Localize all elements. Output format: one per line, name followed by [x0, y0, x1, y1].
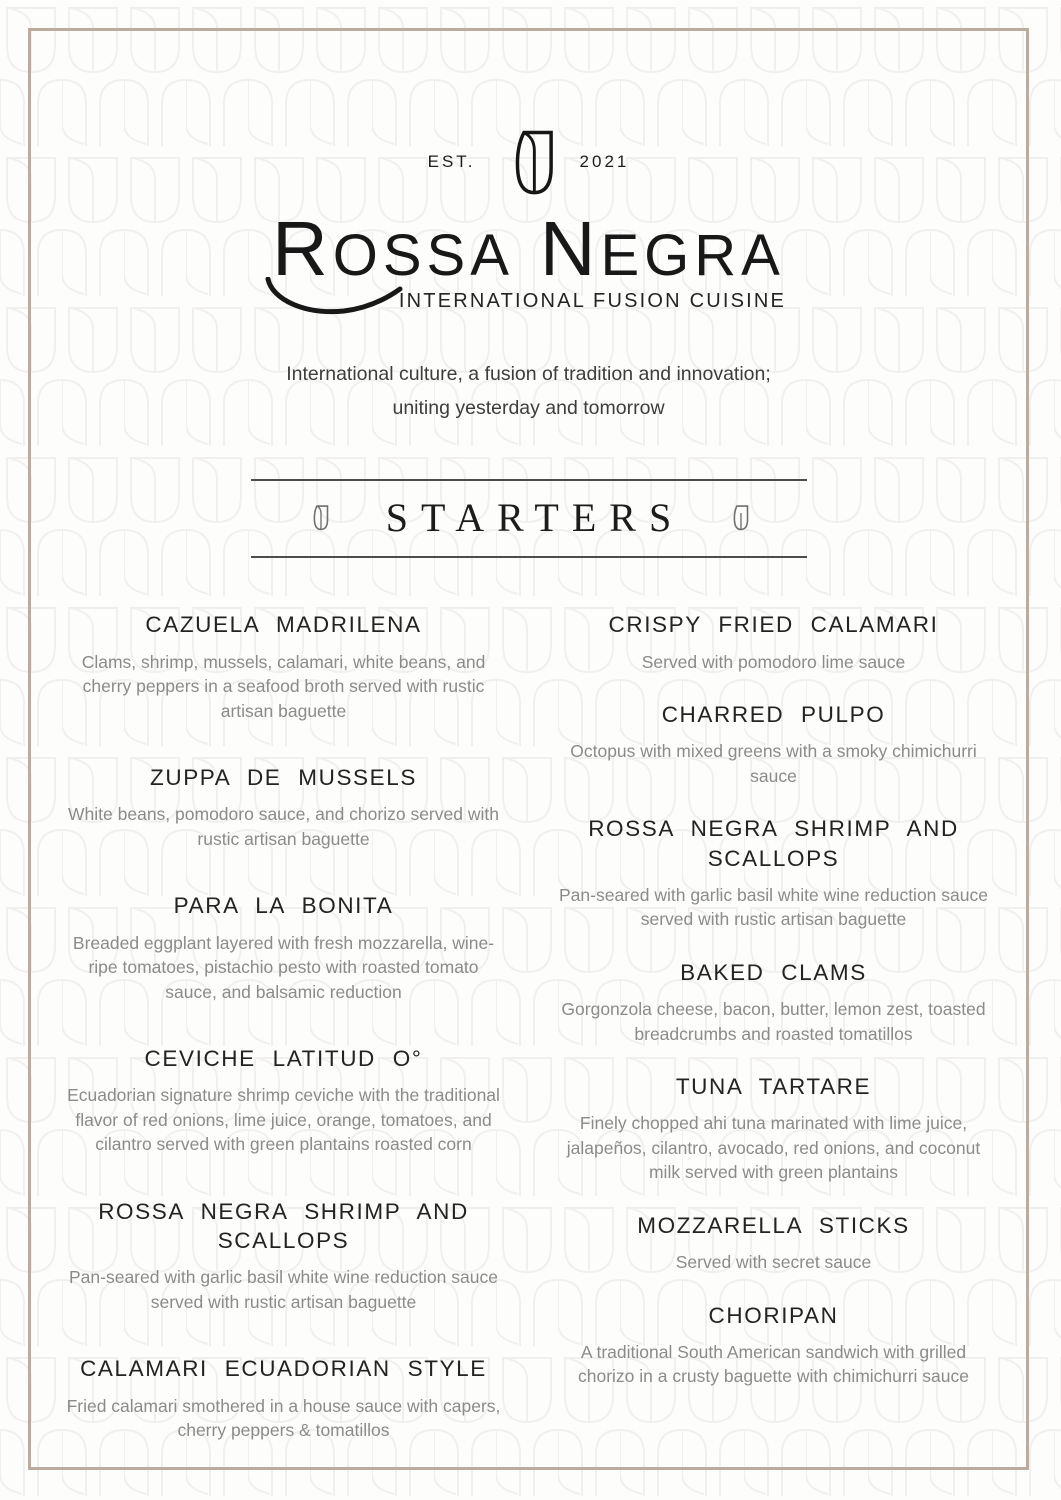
dish-description: Clams, shrimp, mussels, calamari, white beans, and cherry peppers in a seafood broth served with rustic artisan baguette: [81, 651, 486, 721]
menu-content: [31, 31, 1026, 1467]
menu-column-left: [62, 610, 506, 1482]
tulip-logo-icon: [502, 127, 554, 197]
dish-description: White beans, pomodoro sauce, and chorizo served with rustic artisan baguette: [68, 804, 499, 849]
dish-name: CHARRED PULPO: [661, 702, 886, 727]
dish-name: CAZUELA MADRILENA: [145, 612, 422, 638]
dish-name: CEVICHE LATITUD O°: [144, 1046, 423, 1071]
dish-name: MOZZARELLA STICKS: [637, 1212, 910, 1238]
starters-section-header: [251, 479, 807, 558]
dish-description: A traditional South American sandwich with grilled chorizo in a crusty baguette with chimichurri sauce: [577, 1341, 969, 1387]
menu-item: [552, 1072, 996, 1185]
menu-item: [62, 1354, 506, 1442]
menu-item: [62, 1197, 506, 1315]
brand-rest-egra: EGRA: [600, 223, 785, 288]
dish-description: Served with secret sauce: [675, 1252, 872, 1272]
menu-column-right: [552, 610, 996, 1482]
menu-item: [552, 700, 996, 788]
menu-item: [552, 610, 996, 674]
menu-item: [62, 763, 506, 851]
dish-name: ZUPPA DE MUSSELS: [150, 765, 417, 790]
menu-item: [62, 610, 506, 723]
dish-description: Fried calamari smothered in a house sauce with capers, cherry peppers & tomatillos: [66, 1395, 501, 1440]
dish-description: Ecuadorian signature shrimp ceviche with the traditional flavor of red onions, lime juice, orange, tomatoes, and cilantro served with green plantains roasted corn: [67, 1085, 500, 1155]
dish-description: Pan-seared with garlic basil white wine reduction sauce served with rustic artisan baguette: [69, 1267, 498, 1312]
dish-name: ROSSA NEGRA SHRIMP AND SCALLOPS: [588, 816, 959, 871]
menu-item: [552, 1211, 996, 1275]
tulip-icon-right: [728, 504, 749, 531]
dish-name: CHORIPAN: [708, 1302, 839, 1328]
brand-rest-ossa: OSSA: [332, 223, 514, 288]
dish-description: Pan-seared with garlic basil white wine reduction sauce served with rustic artisan baguette: [559, 884, 988, 930]
dish-name: ROSSA NEGRA SHRIMP AND SCALLOPS: [98, 1198, 469, 1253]
dish-name: PARA LA BONITA: [173, 893, 394, 919]
dish-name: BAKED CLAMS: [680, 959, 867, 985]
brand-wordmark: [272, 206, 785, 292]
menu-item: [62, 1044, 506, 1157]
logo-row: [31, 127, 1026, 197]
brand-initial-r: R: [272, 206, 333, 292]
brand-subtitle: INTERNATIONAL FUSION CUISINE: [398, 290, 787, 312]
dish-description: Breaded eggplant layered with fresh mozzarella, wine-ripe tomatoes, pistachio pesto with roasted tomato sauce, and balsamic reduction: [72, 932, 495, 1002]
brand-initial-n: N: [539, 206, 601, 292]
dish-description: Octopus with mixed greens with a smoky chimichurri sauce: [570, 741, 977, 786]
dish-description: Gorgonzola cheese, bacon, butter, lemon zest, toasted breadcrumbs and roasted tomatillos: [561, 999, 986, 1044]
dish-name: CALAMARI ECUADORIAN STYLE: [80, 1356, 487, 1382]
est-label: EST.: [427, 152, 476, 171]
tagline: [31, 357, 1026, 425]
dish-description: Finely chopped ahi tuna marinated with lime juice, jalapeños, cilantro, avocado, red onions, and coconut milk served with green plantains: [566, 1113, 981, 1183]
tagline-line-1: International culture, a fusion of tradition and innovation;: [286, 363, 771, 385]
tagline-line-2: uniting yesterday and tomorrow: [392, 397, 665, 420]
dish-description: Served with pomodoro lime sauce: [641, 651, 906, 672]
dish-name: CRISPY FRIED CALAMARI: [608, 612, 939, 638]
menu-item: [552, 1301, 996, 1389]
dish-name: TUNA TARTARE: [675, 1074, 872, 1099]
section-title: STARTERS: [385, 495, 685, 541]
menu-item: [552, 958, 996, 1046]
menu-item: [62, 891, 506, 1004]
starters-menu: [31, 610, 1026, 1482]
tulip-icon-left: [308, 504, 329, 531]
year-label: 2021: [579, 152, 630, 171]
menu-item: [552, 814, 996, 932]
